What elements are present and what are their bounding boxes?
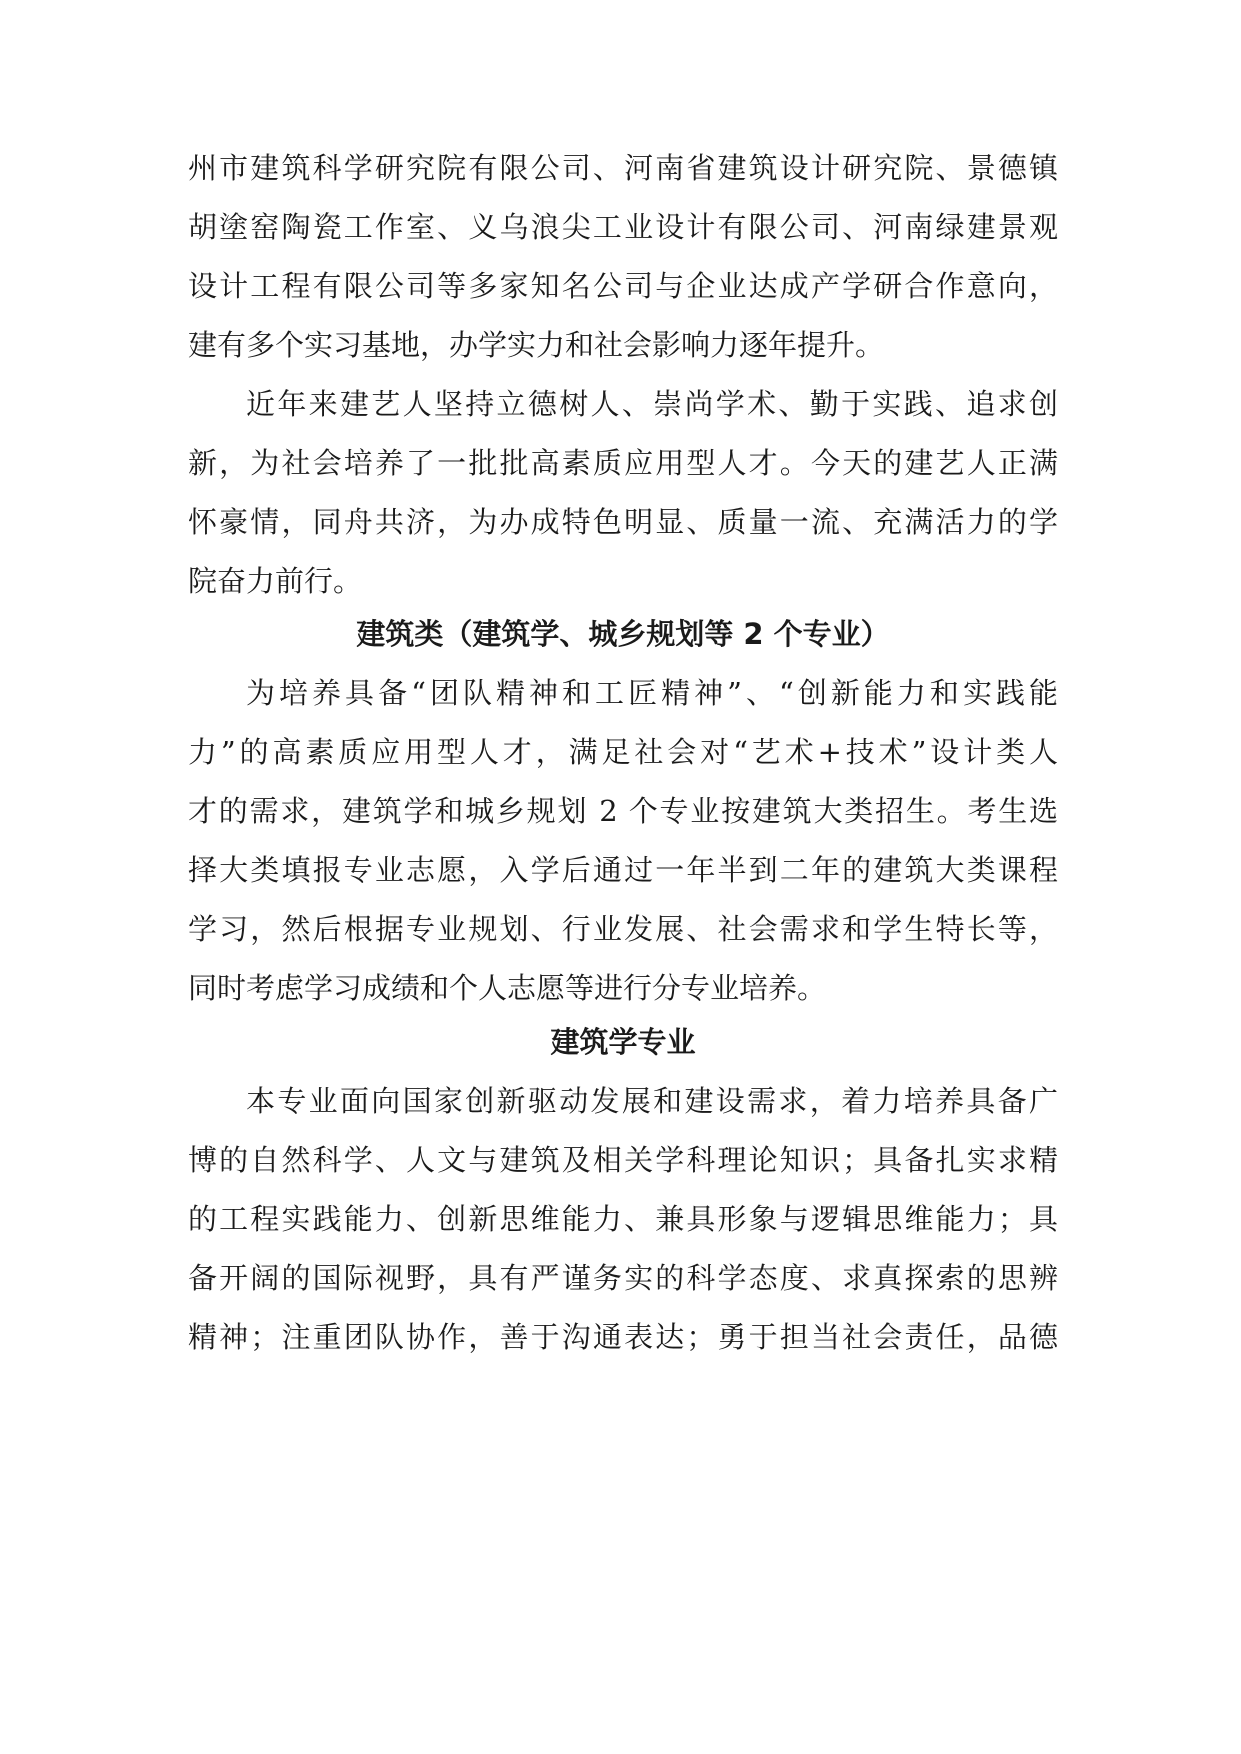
body-text-line: 胡塗窑陶瓷工作室、义乌浪尖工业设计有限公司、河南绿建景观 bbox=[188, 210, 1058, 244]
body-text-line: 才的需求，建筑学和城乡规划 2 个专业按建筑大类招生。考生选 bbox=[188, 794, 1058, 828]
body-text-line: 的工程实践能力、创新思维能力、兼具形象与逻辑思维能力；具 bbox=[188, 1202, 1058, 1236]
body-text-line: 院奋力前行。 bbox=[188, 564, 363, 598]
body-text-line: 精神；注重团队协作，善于沟通表达；勇于担当社会责任，品德 bbox=[188, 1320, 1058, 1354]
body-text-line: 备开阔的国际视野，具有严谨务实的科学态度、求真探索的思辨 bbox=[188, 1261, 1058, 1295]
body-text-line: 同时考虑学习成绩和个人志愿等进行分专业培养。 bbox=[188, 971, 827, 1005]
section-heading-architecture-major: 建筑学专业 bbox=[550, 1025, 696, 1059]
body-text-line: 州市建筑科学研究院有限公司、河南省建筑设计研究院、景德镇 bbox=[188, 151, 1058, 185]
body-text-line: 建有多个实习基地，办学实力和社会影响力逐年提升。 bbox=[188, 328, 885, 362]
body-text-line: 为培养具备“团队精神和工匠精神”、“创新能力和实践能 bbox=[246, 676, 1058, 710]
body-text-line: 学习，然后根据专业规划、行业发展、社会需求和学生特长等， bbox=[188, 912, 1058, 946]
body-text-line: 博的自然科学、人文与建筑及相关学科理论知识；具备扎实求精 bbox=[188, 1143, 1058, 1177]
body-text-line: 近年来建艺人坚持立德树人、崇尚学术、勤于实践、追求创 bbox=[246, 387, 1058, 421]
body-text-line: 设计工程有限公司等多家知名公司与企业达成产学研合作意向， bbox=[188, 269, 1058, 303]
body-text-line: 本专业面向国家创新驱动发展和建设需求，着力培养具备广 bbox=[246, 1084, 1058, 1118]
body-text-line: 力”的高素质应用型人才，满足社会对“艺术+技术”设计类人 bbox=[188, 735, 1058, 769]
section-heading-architecture-category: 建筑类（建筑学、城乡规划等 2 个专业） bbox=[356, 617, 890, 651]
body-text-line: 新，为社会培养了一批批高素质应用型人才。今天的建艺人正满 bbox=[188, 446, 1058, 480]
body-text-line: 怀豪情，同舟共济，为办成特色明显、质量一流、充满活力的学 bbox=[188, 505, 1058, 539]
body-text-line: 择大类填报专业志愿，入学后通过一年半到二年的建筑大类课程 bbox=[188, 853, 1058, 887]
